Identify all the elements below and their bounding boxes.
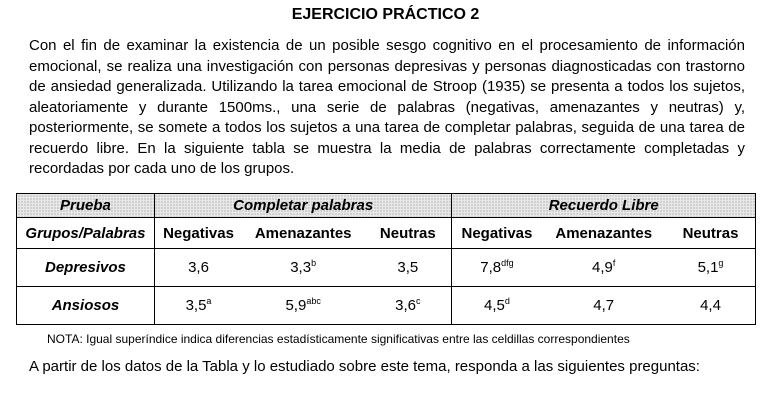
closing-sentence: A partir de los datos de la Tabla y lo estudiado sobre este tema, responda a las siguientes preguntas:: [29, 358, 700, 375]
results-table: [16, 193, 756, 325]
header-grupos-palabras: Grupos/Palabras: [17, 218, 155, 249]
value-cell: 4,5$^d$: [484, 296, 510, 314]
table-note: NOTA: Igual superíndice indica diferencias estadísticamente significativas entre las celdillas correspondientes: [47, 332, 630, 346]
subheader-amenazantes: Amenazantes: [254, 224, 352, 242]
subheader-neutras: Neutras: [379, 224, 436, 242]
value-cell: 4,4: [700, 297, 721, 314]
recuerdo-values: [452, 287, 756, 325]
table-row: [17, 249, 756, 287]
value-cell: 3,5: [397, 259, 419, 276]
exercise-title: EJERCICIO PRÁCTICO 2: [291, 6, 480, 23]
value-cell: 3,6$^c$: [395, 296, 421, 314]
value-cell: 7,8$^{dfg}$: [480, 258, 514, 276]
table-header-row: [17, 194, 756, 218]
value-cell: 3,5$^a$: [185, 296, 212, 314]
header-recuerdo-libre: Recuerdo Libre: [452, 194, 756, 218]
completar-values: [154, 249, 452, 287]
subheader-completar: [154, 218, 452, 249]
recuerdo-values: [452, 249, 756, 287]
subheader-negativas: Negativas: [163, 224, 234, 242]
subheader-negativas: Negativas: [461, 224, 533, 242]
group-label-depresivos: Depresivos: [17, 249, 155, 287]
subheader-amenazantes: Amenazantes: [555, 224, 653, 242]
value-cell: 3,3$^b$: [290, 258, 317, 276]
group-label-ansiosos: Ansiosos: [17, 287, 155, 325]
value-cell: 5,9$^{abc}$: [285, 296, 321, 314]
table-row: [17, 287, 756, 325]
header-prueba: Prueba: [17, 194, 155, 218]
header-completar-palabras: Completar palabras: [154, 194, 452, 218]
value-cell: 4,7: [593, 297, 615, 314]
subheader-recuerdo: [452, 218, 756, 249]
subheader-neutras: Neutras: [682, 224, 739, 242]
completar-values: [154, 287, 452, 325]
value-cell: 5,1$^g$: [697, 258, 724, 276]
table-subheader-row: [17, 218, 756, 249]
intro-paragraph: Con el fin de examinar la existencia de un posible sesgo cognitivo en el procesamiento de información emocional, se realiza una investigación con personas depresivas y personas diagnosticadas con trastorno de ansiedad generalizada. Utilizando la tarea emocional de Stroop (1935) se presenta a todos los sujetos, aleatoriamente y durante 1500ms., una serie de palabras (negativas, amenazantes y neutras) y, posteriormente, se somete a todos los sujetos a una tarea de completar palabras, seguida de una tarea de recuerdo libre. En la siguiente tabla se muestra la media de palabras correctamente completadas y recordadas por cada uno de los grupos.: [29, 37, 745, 177]
value-cell: 4,9$^f$: [592, 258, 616, 276]
value-cell: 3,6: [188, 259, 209, 276]
